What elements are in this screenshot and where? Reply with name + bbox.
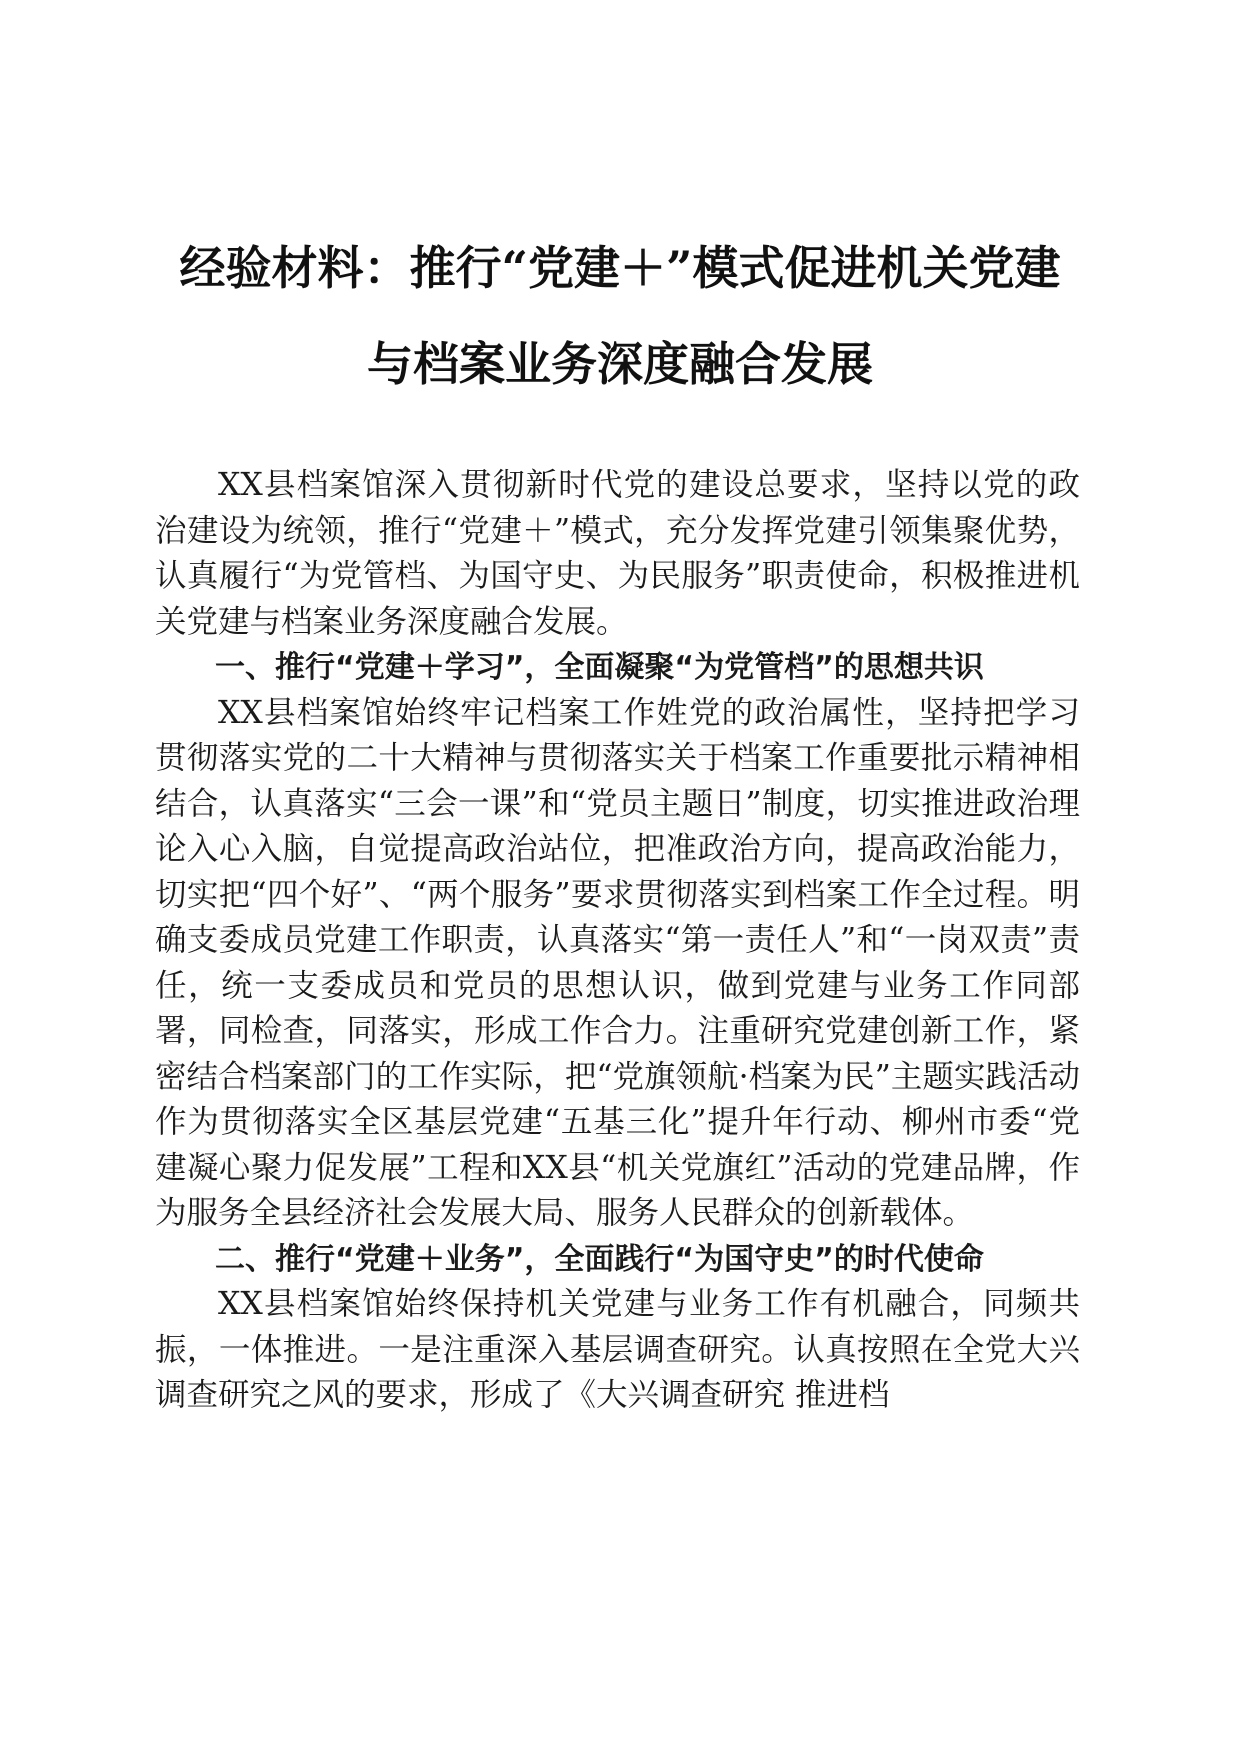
section-1-paragraph: XX县档案馆始终牢记档案工作姓党的政治属性，坚持把学习贯彻落实党的二十大精神与贯彻落实关于档案工作重要批示精神相结合，认真落实“三会一课”和“党员主题日”制度，切实推进政治理论入心入脑，自觉提高政治站位，把准政治方向，提高政治能力，切实把“四个好”、“两个服务”要求贯彻落实到档案工作全过程。明确支委成员党建工作职责，认真落实“第一责任人”和“一岗双责”责任，统一支委成员和党员的思想认识，做到党建与业务工作同部署，同检查，同落实，形成工作合力。注重研究党建创新工作，紧密结合档案部门的工作实际，把“党旗领航·档案为民”主题实践活动作为贯彻落实全区基层党建“五基三化”提升年行动、柳州市委“党建凝心聚力促发展”工程和XX县“机关党旗红”活动的党建品牌，作为服务全县经济社会发展大局、服务人民群众的创新载体。	[155, 694, 1080, 1231]
title-line-1: 经验材料：推行“党建＋”模式促进机关党建	[179, 241, 1061, 295]
document-body	[155, 463, 1080, 1419]
title-line-2: 与档案业务深度融合发展	[367, 337, 873, 391]
document-title	[150, 220, 1090, 412]
intro-paragraph: XX县档案馆深入贯彻新时代党的建设总要求，坚持以党的政治建设为统领，推行“党建＋”模式，充分发挥党建引领集聚优势，认真履行“为党管档、为国守史、为民服务”职责使命，积极推进机关党建与档案业务深度融合发展。	[155, 467, 1080, 640]
section-heading-2: 二、推行“党建＋业务”，全面践行“为国守史”的时代使命	[215, 1241, 984, 1277]
section-2-paragraph: XX县档案馆始终保持机关党建与业务工作有机融合，同频共振，一体推进。一是注重深入基层调查研究。认真按照在全党大兴调查研究之风的要求，形成了《大兴调查研究 推进档	[155, 1286, 1080, 1413]
section-heading-1: 一、推行“党建＋学习”，全面凝聚“为党管档”的思想共识	[215, 650, 984, 685]
